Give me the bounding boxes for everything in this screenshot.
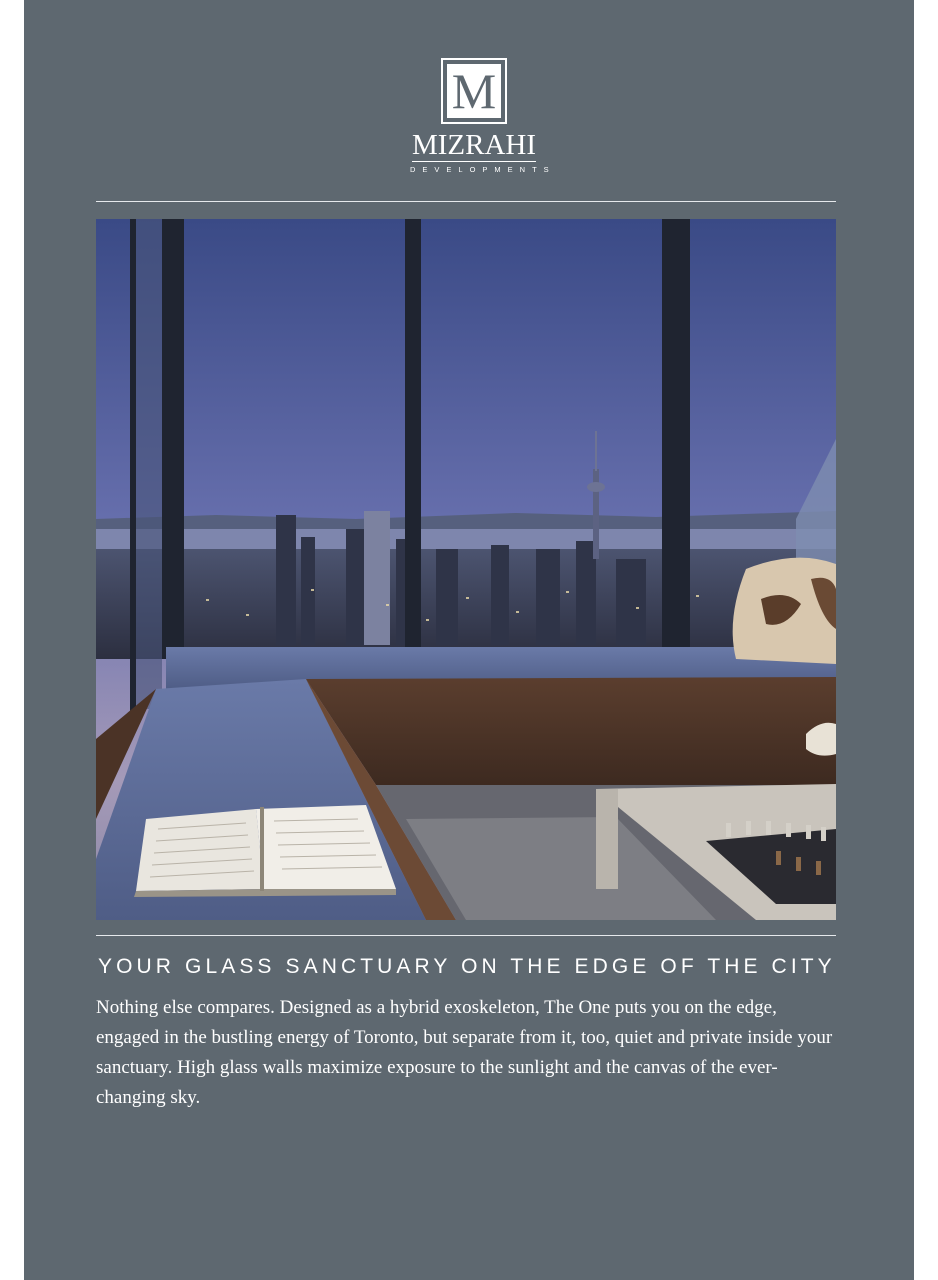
logo-monogram-box: [441, 58, 507, 124]
top-divider: [96, 201, 836, 202]
middle-divider: [96, 935, 836, 936]
headline: YOUR GLASS SANCTUARY ON THE EDGE OF THE CITY: [98, 955, 836, 978]
logo-tagline: DEVELOPMENTS: [410, 165, 556, 174]
logo-monogram: M: [447, 64, 501, 118]
logo-name: MIZRAHI: [411, 129, 537, 161]
body-paragraph: Nothing else compares. Designed as a hybrid exoskeleton, The One puts you on the edge, engaged in the bustling energy of Toronto, but separate from it, too, quiet and private inside your sanctuary. High glass walls maximize exposure to the sunlight and the canvas of the ever-changing sky.: [96, 997, 833, 1108]
interior-photo-illustration: [96, 219, 836, 920]
interior-photo: [96, 219, 836, 920]
mizrahi-logo: [404, 58, 556, 178]
brochure-page: [24, 0, 914, 1280]
